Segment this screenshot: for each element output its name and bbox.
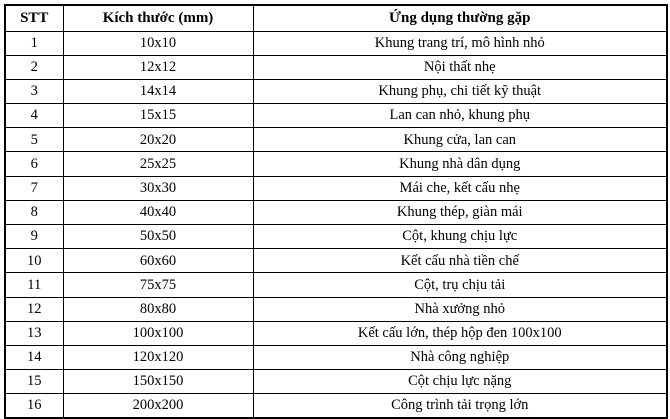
cell-size: 30x30: [63, 176, 253, 200]
table-row: [5, 249, 667, 273]
cell-stt: 10: [5, 249, 63, 273]
cell-stt: 4: [5, 104, 63, 128]
cell-stt: 14: [5, 345, 63, 369]
cell-usage: Kết cấu lớn, thép hộp đen 100x100: [253, 321, 667, 345]
cell-size: 15x15: [63, 104, 253, 128]
cell-usage: Khung cửa, lan can: [253, 128, 667, 152]
cell-usage: Cột, khung chịu lực: [253, 225, 667, 249]
cell-usage: Nhà xưởng nhỏ: [253, 297, 667, 321]
table-row: [5, 394, 667, 418]
cell-size: 60x60: [63, 249, 253, 273]
cell-size: 100x100: [63, 321, 253, 345]
cell-stt: 12: [5, 297, 63, 321]
table-row: [5, 104, 667, 128]
table-row: [5, 345, 667, 369]
cell-usage: Nhà công nghiệp: [253, 345, 667, 369]
cell-size: 20x20: [63, 128, 253, 152]
column-header-usage: Ứng dụng thường gặp: [253, 5, 667, 31]
column-header-stt: STT: [5, 5, 63, 31]
cell-usage: Cột, trụ chịu tải: [253, 273, 667, 297]
cell-size: 200x200: [63, 394, 253, 418]
table-row: [5, 297, 667, 321]
cell-usage: Khung nhà dân dụng: [253, 152, 667, 176]
cell-size: 10x10: [63, 31, 253, 55]
cell-stt: 7: [5, 176, 63, 200]
table-row: [5, 31, 667, 55]
cell-size: 75x75: [63, 273, 253, 297]
cell-usage: Khung thép, giàn mái: [253, 200, 667, 224]
cell-stt: 15: [5, 370, 63, 394]
cell-usage: Mái che, kết cấu nhẹ: [253, 176, 667, 200]
table-row: [5, 152, 667, 176]
cell-size: 40x40: [63, 200, 253, 224]
cell-stt: 9: [5, 225, 63, 249]
cell-usage: Công trình tải trọng lớn: [253, 394, 667, 418]
cell-usage: Lan can nhỏ, khung phụ: [253, 104, 667, 128]
table-row: [5, 55, 667, 79]
table-row: [5, 176, 667, 200]
table-row: [5, 79, 667, 103]
cell-size: 12x12: [63, 55, 253, 79]
cell-stt: 1: [5, 31, 63, 55]
cell-size: 120x120: [63, 345, 253, 369]
cell-stt: 3: [5, 79, 63, 103]
cell-size: 150x150: [63, 370, 253, 394]
table-row: [5, 370, 667, 394]
cell-stt: 5: [5, 128, 63, 152]
table-row: [5, 321, 667, 345]
cell-usage: Kết cấu nhà tiền chế: [253, 249, 667, 273]
cell-stt: 6: [5, 152, 63, 176]
cell-stt: 13: [5, 321, 63, 345]
table-header: [5, 5, 667, 31]
cell-usage: Nội thất nhẹ: [253, 55, 667, 79]
table-row: [5, 273, 667, 297]
table-header-row: [5, 5, 667, 31]
column-header-size: Kích thước (mm): [63, 5, 253, 31]
cell-stt: 2: [5, 55, 63, 79]
cell-stt: 8: [5, 200, 63, 224]
cell-usage: Cột chịu lực nặng: [253, 370, 667, 394]
steel-box-size-table: [4, 4, 668, 419]
cell-usage: Khung phụ, chi tiết kỹ thuật: [253, 79, 667, 103]
table-row: [5, 200, 667, 224]
table-row: [5, 225, 667, 249]
cell-stt: 11: [5, 273, 63, 297]
cell-stt: 16: [5, 394, 63, 418]
cell-usage: Khung trang trí, mô hình nhỏ: [253, 31, 667, 55]
table-row: [5, 128, 667, 152]
cell-size: 14x14: [63, 79, 253, 103]
table-body: [5, 31, 667, 418]
cell-size: 50x50: [63, 225, 253, 249]
cell-size: 80x80: [63, 297, 253, 321]
cell-size: 25x25: [63, 152, 253, 176]
